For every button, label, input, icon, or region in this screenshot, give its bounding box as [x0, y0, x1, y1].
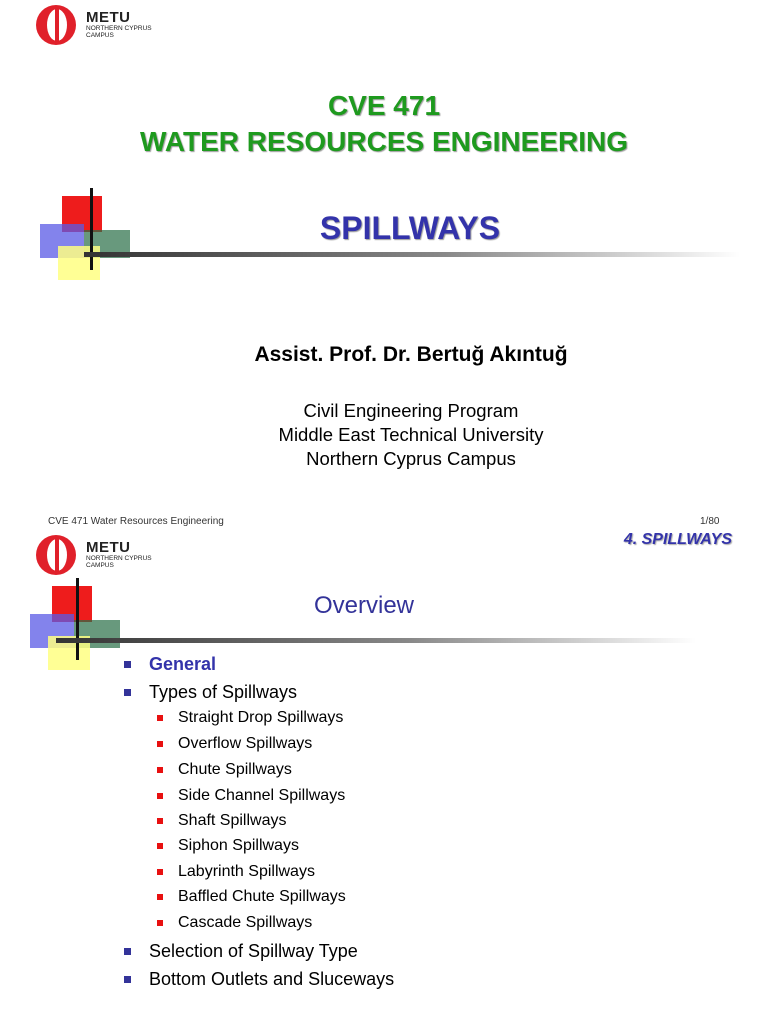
bullet-square-icon	[157, 818, 163, 824]
overview-rule	[56, 638, 696, 643]
overview-title: Overview	[313, 592, 415, 619]
logo-line1: NORTHERN CYPRUS	[86, 25, 152, 32]
bullet-square-icon	[124, 976, 131, 983]
course-code: CVE 471	[327, 90, 441, 121]
title-rule	[84, 252, 740, 257]
affiliation-university: Middle East Technical University	[278, 424, 544, 445]
logo-name: METU	[86, 9, 131, 26]
metu-logo-slide2	[34, 533, 194, 581]
bullet-square-icon	[157, 767, 163, 773]
bullet-square-icon	[124, 661, 131, 668]
bullet-square-icon	[157, 843, 163, 849]
affiliation-campus: Northern Cyprus Campus	[306, 448, 516, 469]
logo-line2: CAMPUS	[86, 562, 114, 569]
footer-course: CVE 471 Water Resources Engineering	[48, 516, 224, 527]
bullet-square-icon	[157, 741, 163, 747]
bullet-square-icon	[124, 948, 131, 955]
affiliation-program: Civil Engineering Program	[303, 400, 519, 421]
bullet-square-icon	[157, 894, 163, 900]
metu-emblem-icon	[34, 533, 82, 577]
metu-logo	[34, 3, 194, 51]
bullet-square-icon	[157, 869, 163, 875]
slide-title: SPILLWAYS	[319, 210, 501, 246]
bullet-square-icon	[157, 793, 163, 799]
author: Assist. Prof. Dr. Bertuğ Akıntuğ	[254, 343, 568, 366]
course-name: WATER RESOURCES ENGINEERING	[140, 126, 628, 157]
logo-line1: NORTHERN CYPRUS	[86, 555, 152, 562]
logo-name: METU	[86, 539, 131, 556]
logo-line2: CAMPUS	[86, 32, 114, 39]
metu-emblem-icon	[34, 3, 82, 47]
bullet-square-icon	[124, 689, 131, 696]
bullet-square-icon	[157, 715, 163, 721]
page-number: 1/80	[700, 516, 720, 527]
section-tag: 4. SPILLWAYS	[623, 531, 732, 548]
bullet-square-icon	[157, 920, 163, 926]
